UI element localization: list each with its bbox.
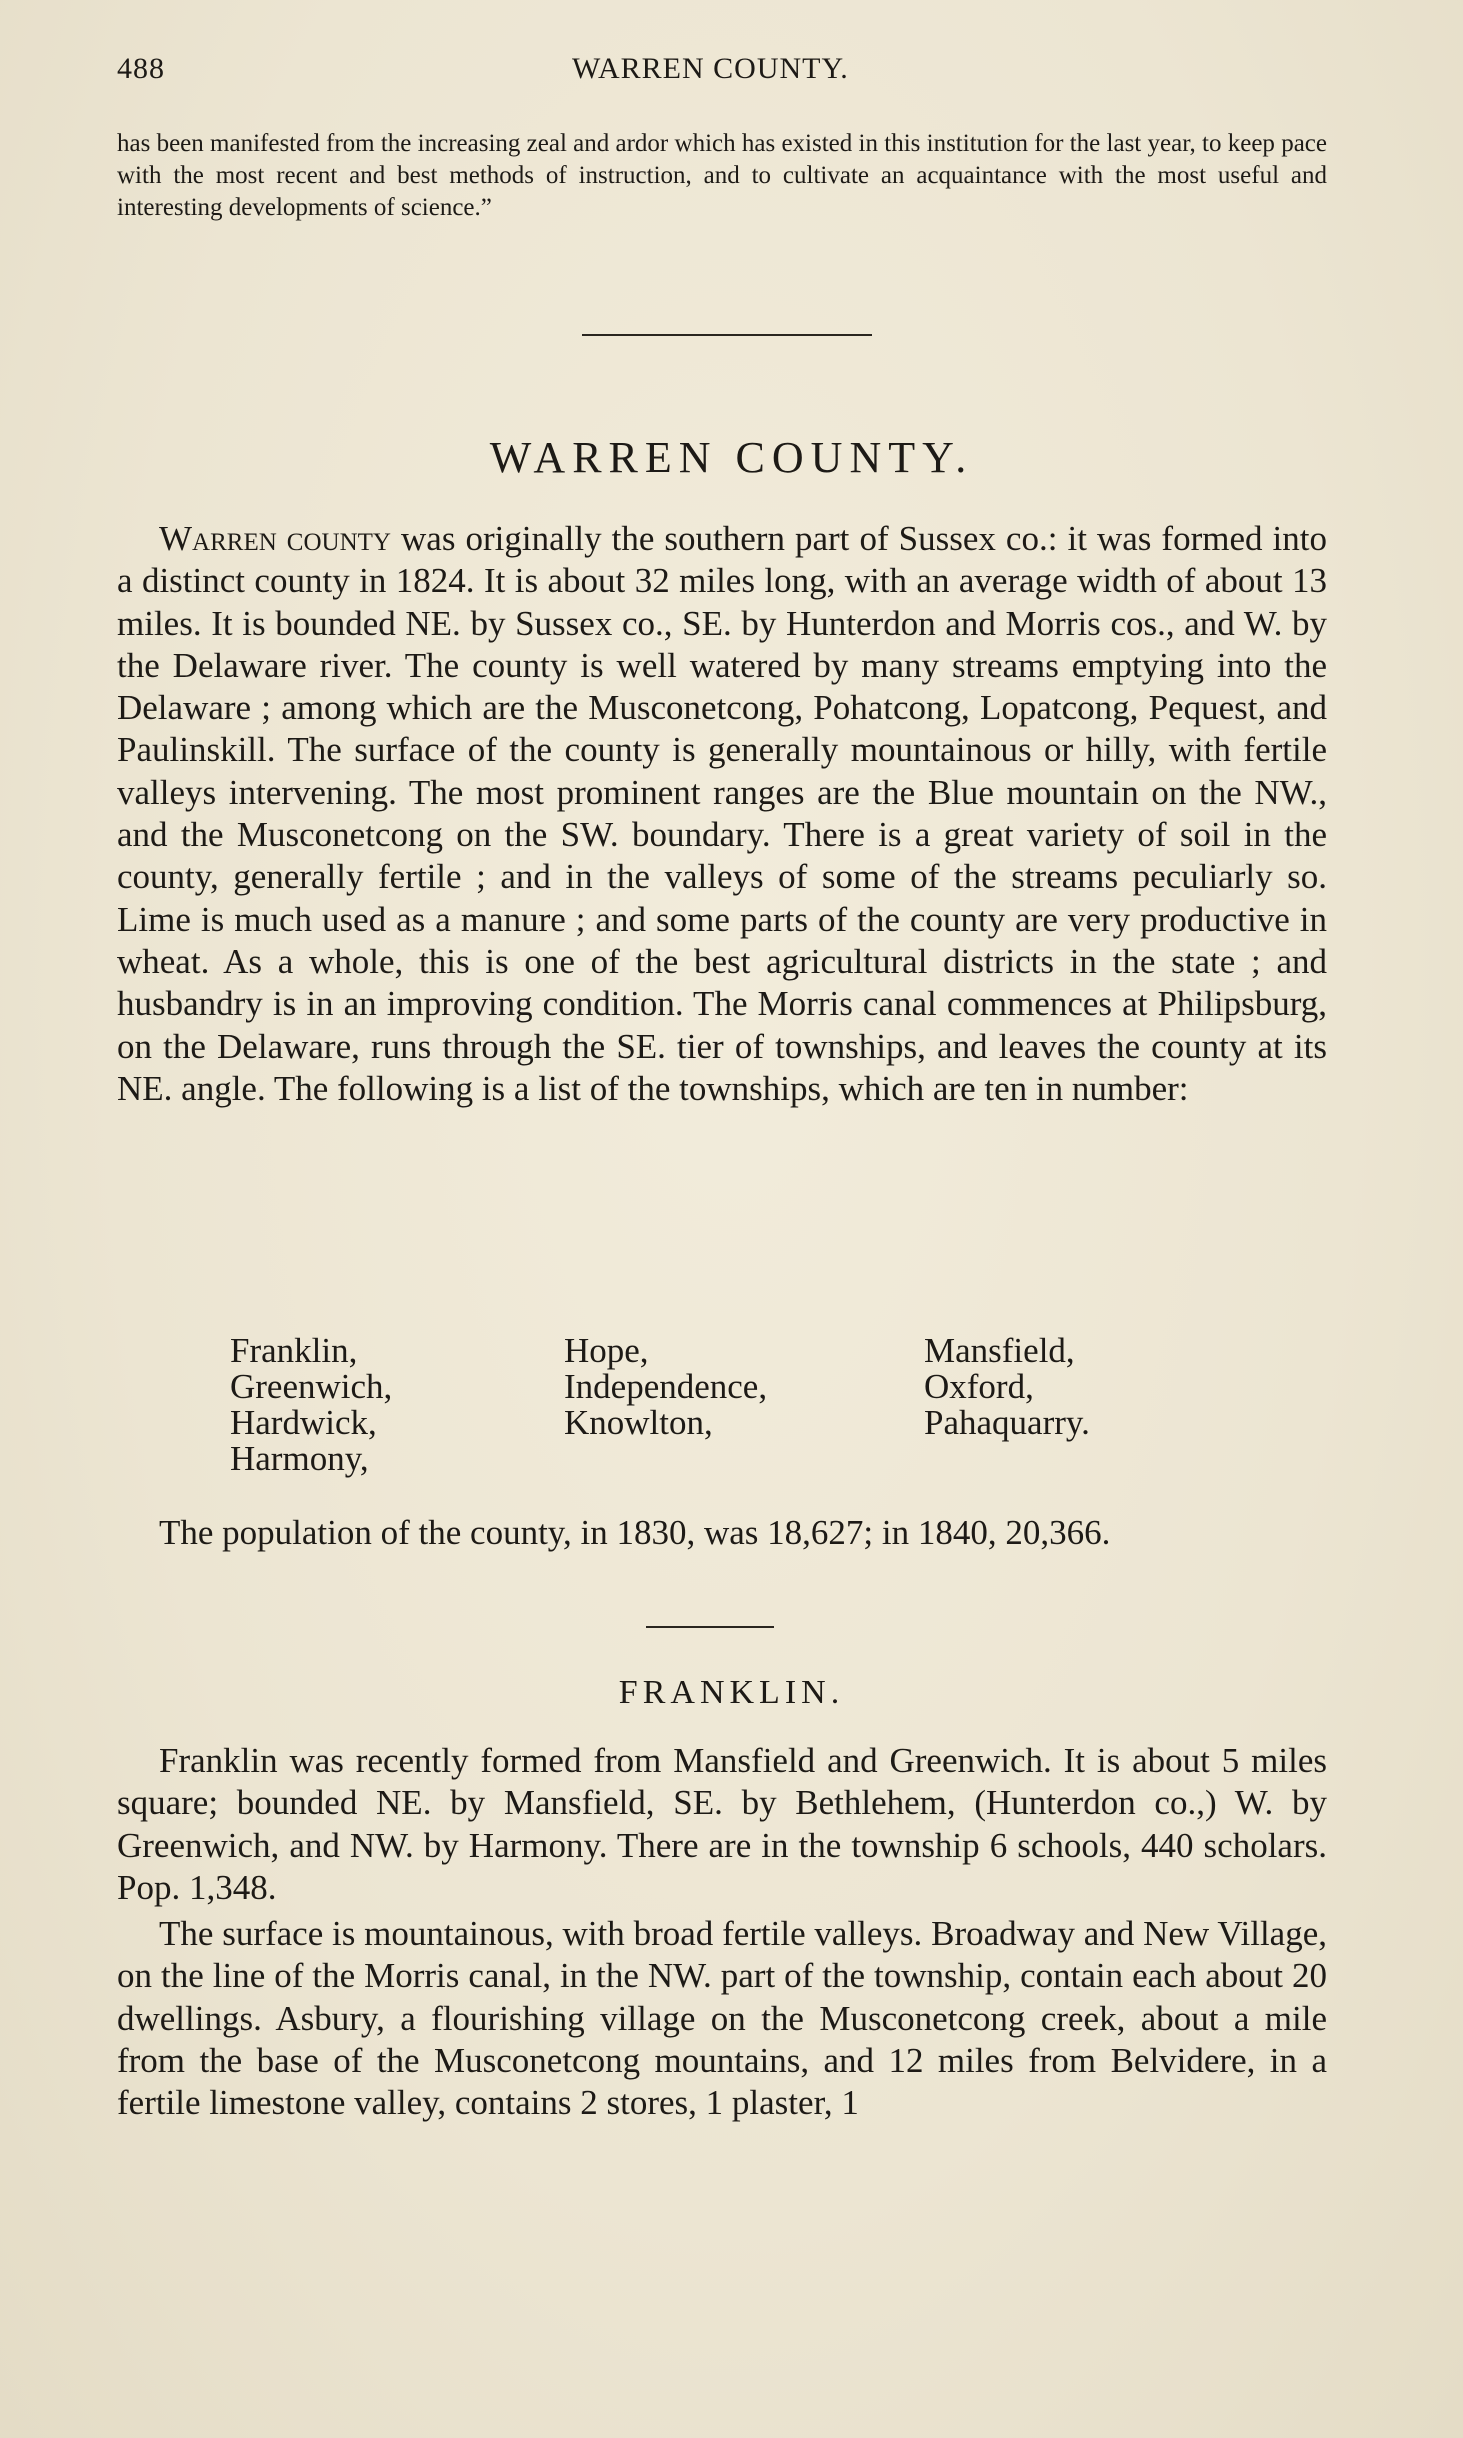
township-item: Mansfield, bbox=[924, 1331, 1075, 1370]
township-column-1 bbox=[230, 1333, 392, 1477]
township-item: Oxford, bbox=[924, 1367, 1034, 1406]
township-item: Hope, bbox=[564, 1331, 649, 1370]
township-item: Knowlton, bbox=[564, 1403, 713, 1442]
section-divider-rule bbox=[582, 334, 872, 336]
township-column-3 bbox=[924, 1333, 1090, 1441]
township-item: Franklin, bbox=[230, 1331, 358, 1370]
population-block bbox=[117, 1512, 1327, 1554]
intro-block bbox=[117, 518, 1327, 1110]
page-number: 488 bbox=[117, 52, 165, 85]
subsection-title: FRANKLIN. bbox=[618, 1674, 845, 1711]
intro-text: was originally the southern part of Sussex co.: it was formed into a distinct county in 1824. It is about 32 miles long, with an average width of about 13 miles. It is bounded NE. by Sussex co., SE. by Hunterdon and Morris cos., and W. by the Delaware river. The county is well watered by many streams emptying into the Delaware ; among which are the Musconetcong, Pohatcong, Lopatcong, Pequest, and Paulinskill. The surface of the county is generally mountainous or hilly, with fertile valleys intervening. The most prominent ranges are the Blue mountain on the NW., and the Musconetcong on the SW. boundary. There is a great variety of soil in the county, generally fertile ; and in the valleys of some of the streams peculiarly so. Lime is much used as a manure ; and some parts of the county are very productive in wheat. As a whole, this is one of the best agricultural districts in the state ; and husbandry is in an improving condition. The Morris canal commences at Philipsburg, on the Delaware, runs through the SE. tier of townships, and leaves the county at its NE. angle. The following is a list of the townships, which are ten in number: bbox=[117, 519, 1327, 1108]
township-item: Greenwich, bbox=[230, 1367, 393, 1406]
township-item: Independence, bbox=[564, 1367, 768, 1406]
continuation-paragraph: has been manifested from the increasing zeal and ardor which has existed in this institution for the last year, to keep pace with the most recent and best methods of instruction, and to cultivate an acquaintance with the most useful and interesting developments of science.” bbox=[117, 130, 1327, 221]
franklin-paragraph-2: The surface is mountainous, with broad fertile valleys. Broadway and New Village, on the line of the Morris canal, in the NW. part of the township, contain each about 20 dwellings. Asbury, a flourishing village on the Musconetcong creek, about a mile from the base of the Musconetcong mountains, and 12 miles from Belvidere, in a fertile limestone valley, contains 2 stores, 1 plaster, 1 bbox=[117, 1914, 1327, 2123]
section-title: WARREN COUNTY. bbox=[489, 433, 974, 482]
township-item: Pahaquarry. bbox=[924, 1403, 1090, 1442]
intro-paragraph bbox=[117, 518, 1327, 1110]
township-column-2 bbox=[564, 1333, 767, 1441]
township-item: Harmony, bbox=[230, 1439, 369, 1478]
page-header bbox=[117, 52, 1347, 92]
intro-lead-words: Warren county bbox=[159, 519, 391, 558]
running-head: WARREN COUNTY. bbox=[572, 52, 849, 85]
subsection-divider-rule bbox=[646, 1626, 774, 1628]
franklin-block bbox=[117, 1740, 1327, 2125]
township-item: Hardwick, bbox=[230, 1403, 377, 1442]
franklin-paragraph-1: Franklin was recently formed from Mansfield and Greenwich. It is about 5 miles square; bounded NE. by Mansfield, SE. by Bethlehem, (Hunterdon co.,) W. by Greenwich, and NW. by Harmony. There are in the township 6 schools, 440 scholars. Pop. 1,348. bbox=[117, 1741, 1327, 1907]
population-paragraph: The population of the county, in 1830, was 18,627; in 1840, 20,366. bbox=[159, 1513, 1111, 1552]
